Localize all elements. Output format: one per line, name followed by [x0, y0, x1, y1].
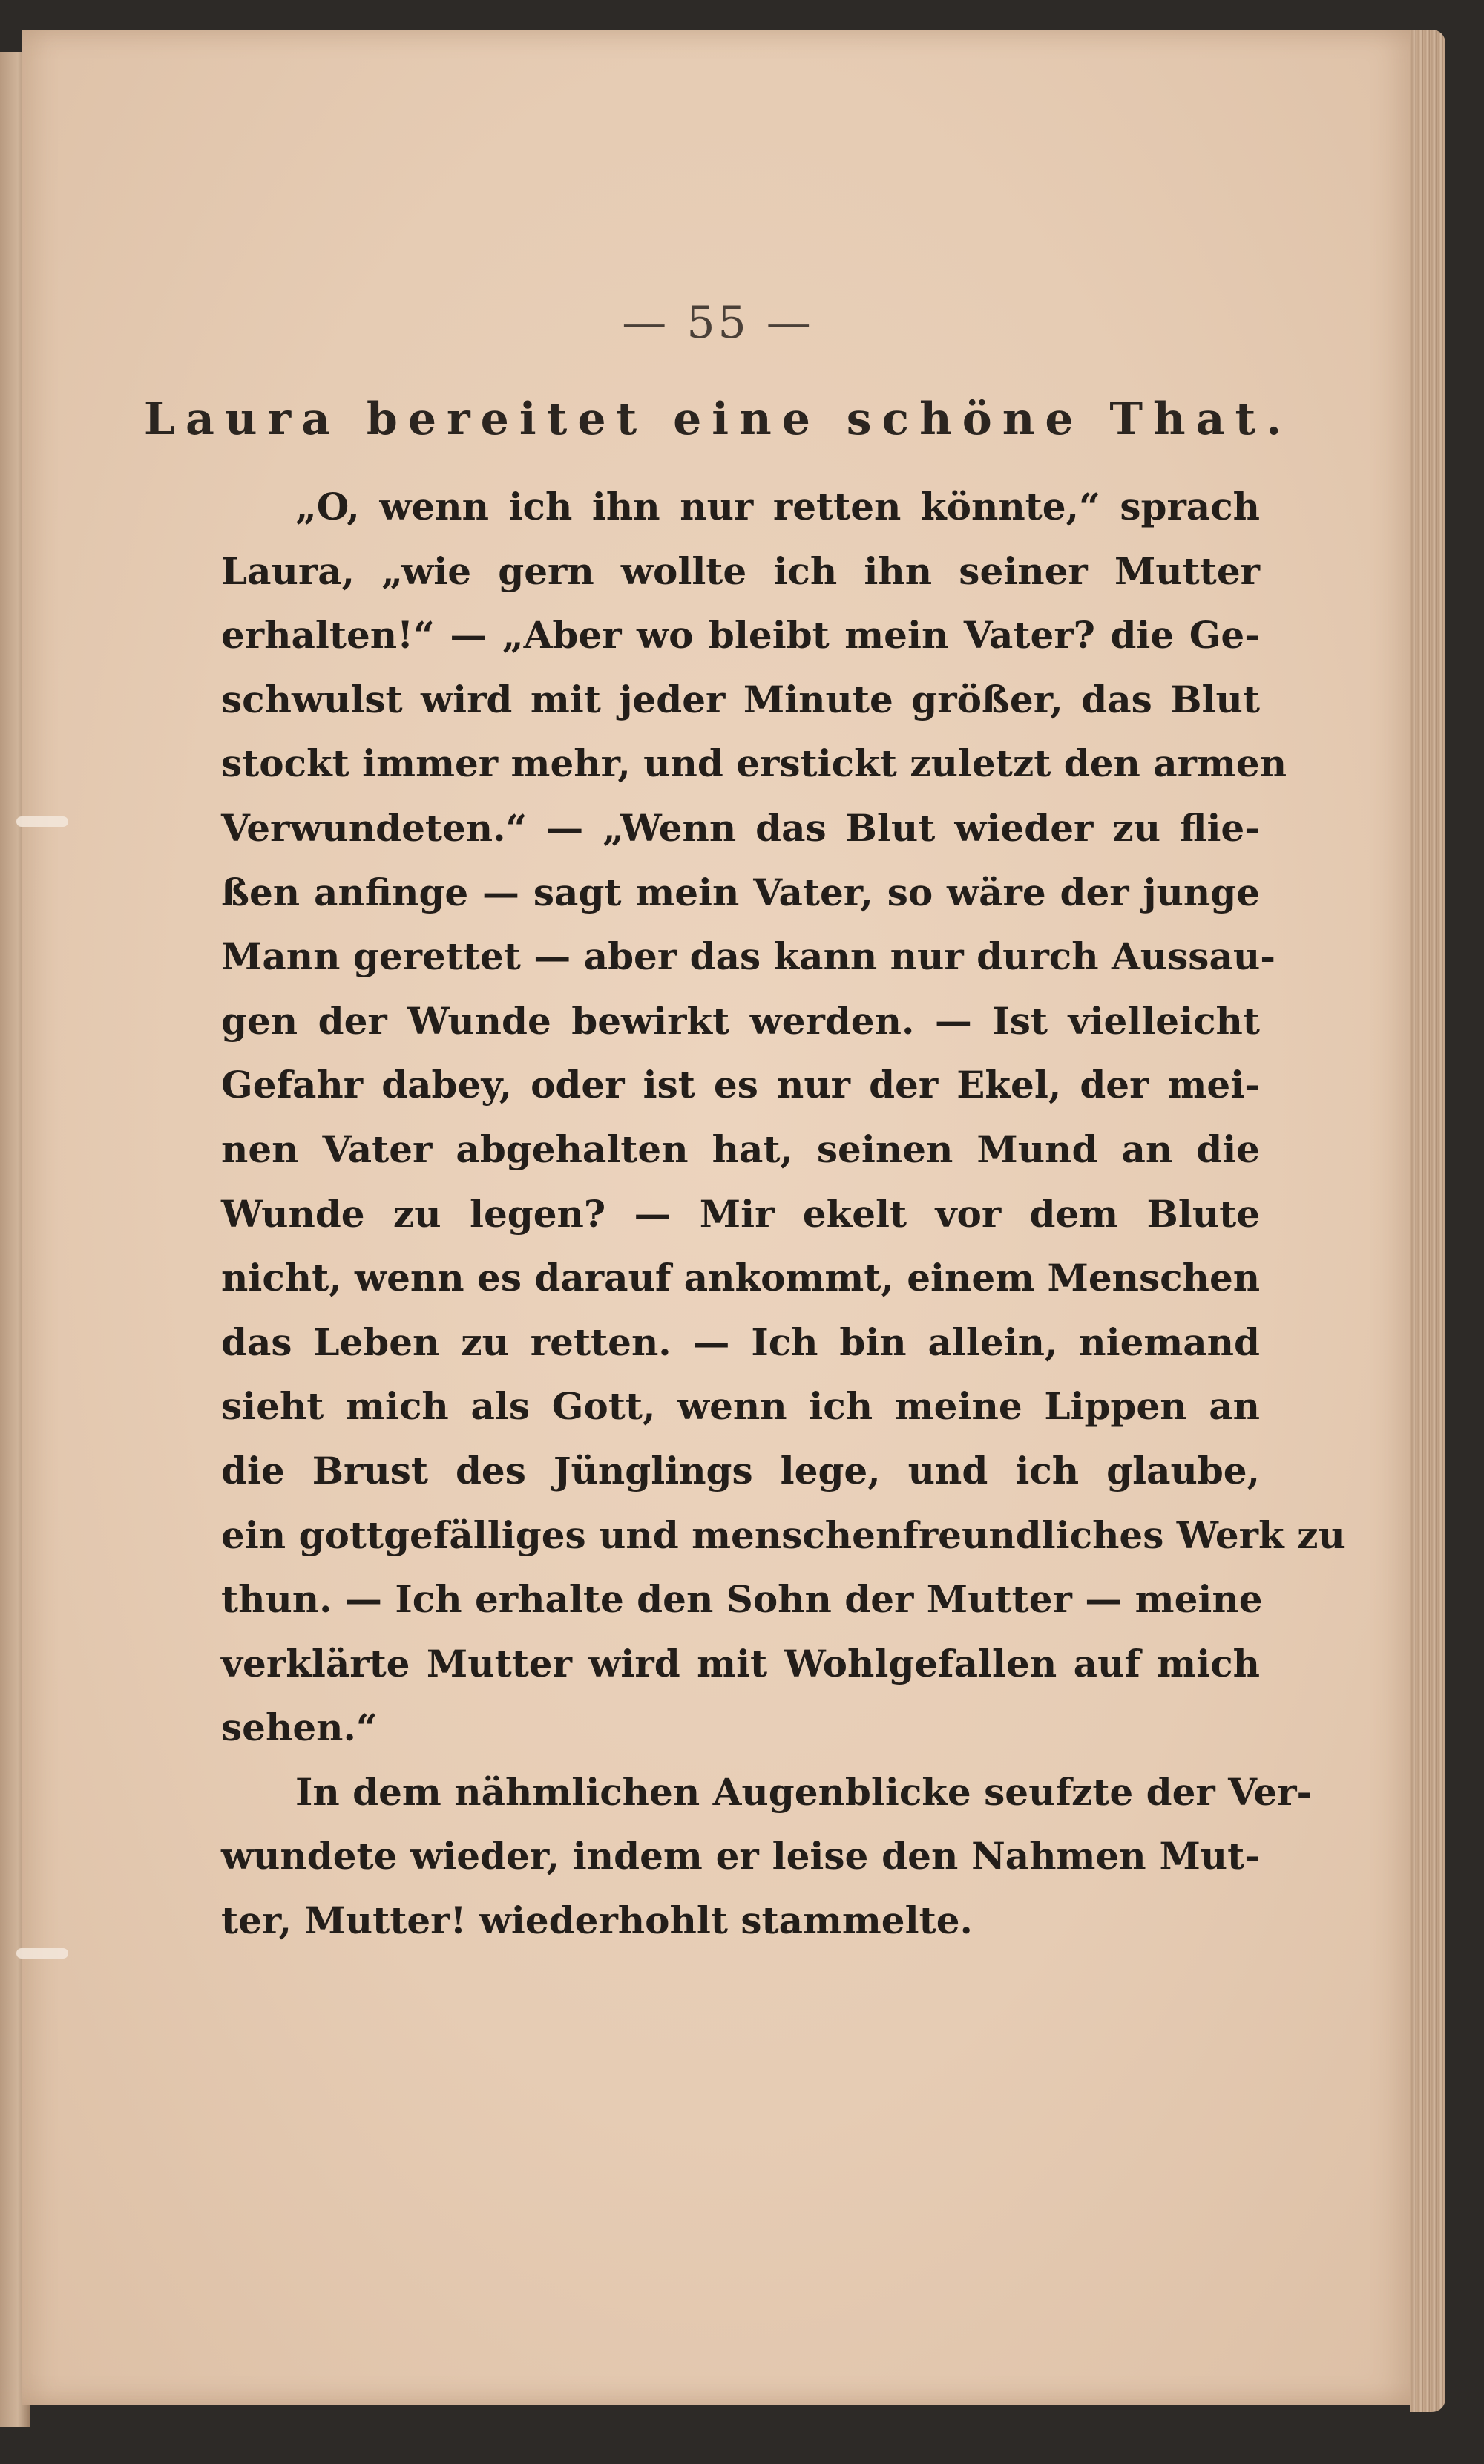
text-line: nicht, wenn es darauf ankommt, einem Menschen: [221, 1256, 1261, 1300]
text-line: Mann gerettet — aber das kann nur durch Aussau-: [221, 934, 1275, 979]
text-line: die Brust des Jünglings lege, und ich glaube,: [221, 1448, 1260, 1493]
text-line: verklärte Mutter wird mit Wohlgefallen auf mich: [221, 1641, 1260, 1685]
text-line: gen der Wunde bewirkt werden. — Ist vielleicht: [221, 998, 1260, 1043]
text-line: erhalten!“ — „Aber wo bleibt mein Vater? die Ge-: [221, 613, 1260, 658]
text-line: „O, wenn ich ihn nur retten könnte,“ sprach: [295, 485, 1260, 528]
text-line: In dem nähmlichen Augenblicke seufzte der Ver-: [295, 1769, 1313, 1814]
text-line: Gefahr dabey, oder ist es nur der Ekel, der mei-: [221, 1063, 1260, 1107]
text-line: schwulst wird mit jeder Minute größer, das Blut: [221, 677, 1260, 721]
text-line: stockt immer mehr, und erstickt zuletzt den armen: [221, 741, 1287, 786]
binding-thread-mark: [16, 816, 68, 827]
binding-thread-mark: [16, 1948, 68, 1959]
text-line: ein gottgefälliges und menschenfreundliches Werk zu: [221, 1513, 1345, 1557]
text-line: thun. — Ich erhalte den Sohn der Mutter — meine: [221, 1577, 1263, 1622]
text-line: das Leben zu retten. — Ich bin allein, niemand: [221, 1320, 1260, 1364]
section-heading: Laura bereitet eine schöne That.: [143, 393, 1293, 445]
text-line: wundete wieder, indem er leise den Nahmen Mut-: [221, 1834, 1260, 1878]
text-line: sehen.“: [221, 1706, 378, 1750]
text-line: nen Vater abgehalten hat, seinen Mund an die: [221, 1127, 1260, 1171]
page-stack-edge: [1410, 30, 1445, 2412]
text-line: sieht mich als Gott, wenn ich meine Lippen an: [221, 1384, 1260, 1429]
text-line: Wunde zu legen? — Mir ekelt vor dem Blute: [221, 1191, 1260, 1236]
text-line: ter, Mutter! wiederhohlt stammelte.: [221, 1898, 973, 1943]
body-text: [221, 475, 1345, 1953]
page-number: — 55 —: [622, 297, 814, 349]
text-line: Laura, „wie gern wollte ich ihn seiner Mutter: [221, 548, 1260, 593]
text-line: Verwundeten.“ — „Wenn das Blut wieder zu flie-: [221, 805, 1260, 850]
text-line: ßen anfinge — sagt mein Vater, so wäre der junge: [221, 870, 1260, 914]
